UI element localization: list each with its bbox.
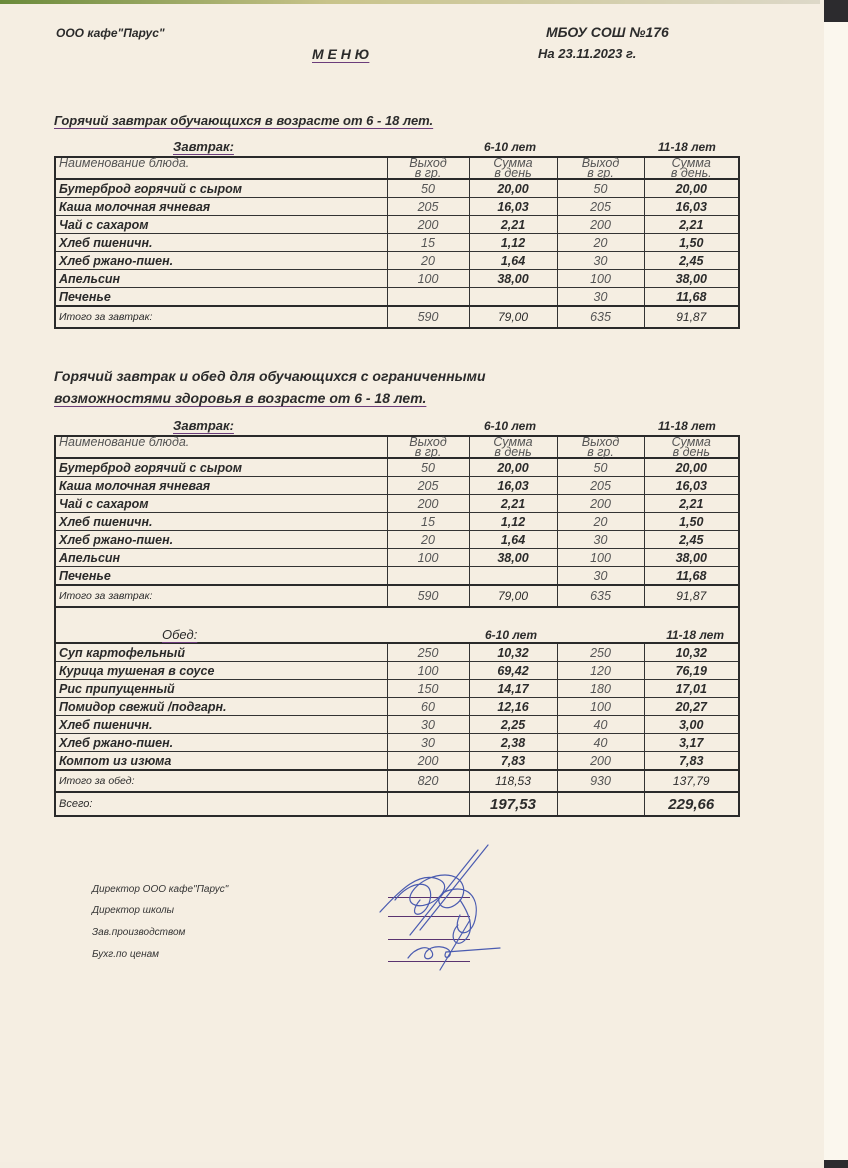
grand-total-row: Всего: 197,53 229,66 [55,792,739,816]
menu-item-row [55,513,739,531]
sum-11-18: 1,50 [644,234,739,252]
sum-11-18: 17,01 [644,680,739,698]
yield-11-18: 30 [557,288,644,307]
age-group-11-18: 11-18 лет [658,140,716,154]
menu-item-row [55,252,739,270]
signature-label: Зав.производством [92,927,186,938]
sum-6-10: 20,00 [469,179,557,198]
sum-11-18: 16,03 [644,477,739,495]
menu-item-row [55,495,739,513]
section1-meal-label: Завтрак: [173,139,234,154]
dish-name: Хлеб ржано-пшен. [55,734,387,752]
yield-6-10: 60 [387,698,469,716]
dish-name: Хлеб пшеничн. [55,716,387,734]
yield-11-18: 200 [557,752,644,771]
sum-6-10: 1,12 [469,513,557,531]
menu-item-row [55,198,739,216]
yield-6-10: 150 [387,680,469,698]
col-header-yield: Выход в гр. [387,157,469,179]
total-row: Итого за завтрак: 590 79,00 635 91,87 [55,585,739,607]
yield-6-10: 205 [387,477,469,495]
sum-6-10: 2,38 [469,734,557,752]
school-name: МБОУ СОШ №176 [546,24,669,40]
sum-11-18: 38,00 [644,270,739,288]
dish-name: Хлеб пшеничн. [55,513,387,531]
menu-item-row [55,234,739,252]
sum-11-18: 38,00 [644,549,739,567]
yield-6-10: 50 [387,458,469,477]
col-header-sum: Сумма в день [644,436,739,458]
yield-11-18: 30 [557,567,644,586]
yield-11-18: 20 [557,513,644,531]
sum-6-10 [469,567,557,586]
sum-6-10: 69,42 [469,662,557,680]
dish-name: Чай с сахаром [55,495,387,513]
lunch-label: Обед: [162,627,198,642]
dish-name: Помидор свежий /подгарн. [55,698,387,716]
sum-6-10: 20,00 [469,458,557,477]
col-header-yield: Выход в гр. [557,436,644,458]
menu-item-row [55,549,739,567]
lunch-section-header [55,607,739,643]
table-header-row [55,436,739,458]
yield-11-18: 205 [557,198,644,216]
yield-6-10: 100 [387,270,469,288]
yield-11-18: 200 [557,495,644,513]
signature-label: Директор школы [92,905,175,916]
yield-6-10: 200 [387,216,469,234]
menu-item-row [55,567,739,586]
yield-6-10: 50 [387,179,469,198]
menu-item-row [55,734,739,752]
yield-11-18: 40 [557,716,644,734]
menu-item-row [55,716,739,734]
yield-6-10: 100 [387,662,469,680]
sum-11-18: 20,00 [644,179,739,198]
menu-item-row [55,216,739,234]
menu-item-row [55,288,739,307]
dish-name: Бутерброд горячий с сыром [55,179,387,198]
dish-name: Апельсин [55,270,387,288]
col-header-sum: Сумма в день [469,436,557,458]
yield-11-18: 100 [557,270,644,288]
dish-name: Хлеб пшеничн. [55,234,387,252]
sum-11-18: 2,21 [644,216,739,234]
menu-item-row [55,531,739,549]
yield-11-18: 30 [557,252,644,270]
menu-item-row [55,752,739,771]
yield-11-18: 180 [557,680,644,698]
yield-11-18: 250 [557,643,644,662]
yield-11-18: 40 [557,734,644,752]
menu-item-row [55,270,739,288]
page-title: М Е Н Ю [312,46,370,62]
col-header-yield: Выход в гр. [387,436,469,458]
breakfast-table [54,156,740,329]
col-header-name: Наименование блюда. [55,436,387,458]
dish-name: Печенье [55,288,387,307]
yield-6-10: 100 [387,549,469,567]
sum-11-18: 7,83 [644,752,739,771]
dish-name: Апельсин [55,549,387,567]
sum-11-18: 2,21 [644,495,739,513]
age-group-11-18: 11-18 лет [658,419,716,433]
dish-name: Суп картофельный [55,643,387,662]
yield-6-10: 20 [387,252,469,270]
sum-6-10: 16,03 [469,477,557,495]
age-group-11-18: 11-18 лет [666,628,724,642]
sum-6-10: 38,00 [469,549,557,567]
sum-6-10: 12,16 [469,698,557,716]
yield-11-18: 50 [557,179,644,198]
total-row: Итого за завтрак: 590 79,00 635 91,87 [55,306,739,328]
age-group-6-10: 6-10 лет [484,140,537,154]
sum-6-10: 1,12 [469,234,557,252]
yield-11-18: 200 [557,216,644,234]
sum-11-18: 76,19 [644,662,739,680]
sum-11-18: 10,32 [644,643,739,662]
dish-name: Хлеб ржано-пшен. [55,252,387,270]
dish-name: Хлеб ржано-пшен. [55,531,387,549]
sum-11-18: 1,50 [644,513,739,531]
yield-11-18: 20 [557,234,644,252]
dish-name: Каша молочная ячневая [55,198,387,216]
menu-item-row [55,698,739,716]
section2-title-line1: Горячий завтрак и обед для обучающихся с ограниченными [54,368,486,384]
sum-11-18: 20,00 [644,458,739,477]
sum-11-18: 11,68 [644,288,739,307]
signature-label: Директор ООО кафе"Парус" [92,884,229,895]
yield-11-18: 100 [557,549,644,567]
sum-11-18: 20,27 [644,698,739,716]
dish-name: Курица тушеная в соусе [55,662,387,680]
yield-6-10: 250 [387,643,469,662]
section1-title: Горячий завтрак обучающихся в возрасте от 6 - 18 лет. [54,113,434,128]
page-margin [824,22,848,1160]
sum-11-18: 11,68 [644,567,739,586]
menu-item-row [55,643,739,662]
col-header-sum: Сумма в день [469,157,557,179]
scan-edge [0,0,820,4]
yield-6-10: 30 [387,734,469,752]
sum-6-10: 2,21 [469,495,557,513]
sum-11-18: 3,00 [644,716,739,734]
yield-6-10: 200 [387,495,469,513]
dish-name: Печенье [55,567,387,586]
company-name: ООО кафе"Парус" [56,26,165,40]
yield-6-10: 205 [387,198,469,216]
sum-11-18: 16,03 [644,198,739,216]
table-header-row [55,157,739,179]
menu-item-row [55,477,739,495]
yield-11-18: 30 [557,531,644,549]
section2-title-line2: возможностями здоровья в возрасте от 6 - 18 лет. [54,390,427,406]
yield-11-18: 205 [557,477,644,495]
total-row: Итого за обед: 820 118,53 930 137,79 [55,770,739,792]
handwritten-signature [360,840,520,975]
sum-11-18: 3,17 [644,734,739,752]
menu-item-row [55,458,739,477]
sum-6-10: 16,03 [469,198,557,216]
yield-6-10 [387,288,469,307]
col-header-yield: Выход в гр. [557,157,644,179]
signature-label: Бухг.по ценам [92,949,160,960]
sum-6-10: 1,64 [469,531,557,549]
yield-6-10: 200 [387,752,469,771]
dish-name: Каша молочная ячневая [55,477,387,495]
sum-6-10: 2,21 [469,216,557,234]
age-group-6-10: 6-10 лет [484,419,537,433]
dish-name: Компот из изюма [55,752,387,771]
yield-6-10: 15 [387,513,469,531]
sum-6-10: 2,25 [469,716,557,734]
sum-6-10: 10,32 [469,643,557,662]
menu-item-row [55,680,739,698]
menu-item-row [55,662,739,680]
menu-item-row [55,179,739,198]
sum-6-10: 7,83 [469,752,557,771]
dish-name: Чай с сахаром [55,216,387,234]
sum-11-18: 2,45 [644,531,739,549]
sum-6-10 [469,288,557,307]
section2-breakfast-label: Завтрак: [173,418,234,433]
yield-6-10: 20 [387,531,469,549]
sum-6-10: 38,00 [469,270,557,288]
yield-6-10: 15 [387,234,469,252]
yield-11-18: 50 [557,458,644,477]
sum-11-18: 2,45 [644,252,739,270]
menu-date: На 23.11.2023 г. [538,46,637,61]
sum-6-10: 1,64 [469,252,557,270]
ovz-menu-table [54,435,740,817]
yield-11-18: 100 [557,698,644,716]
yield-6-10 [387,567,469,586]
dish-name: Бутерброд горячий с сыром [55,458,387,477]
yield-6-10: 30 [387,716,469,734]
col-header-name: Наименование блюда. [55,157,387,179]
age-group-6-10: 6-10 лет [485,628,538,642]
dish-name: Рис припущенный [55,680,387,698]
yield-11-18: 120 [557,662,644,680]
col-header-sum: Сумма в день. [644,157,739,179]
sum-6-10: 14,17 [469,680,557,698]
